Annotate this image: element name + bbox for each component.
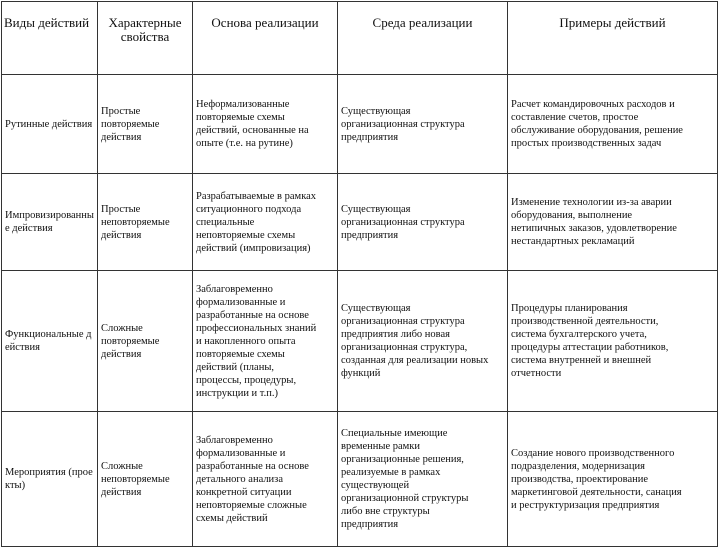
cell-action-type: Мероприятия (проекты) [2, 412, 98, 547]
cell-examples: Расчет командировочных расходов и составление счетов, простое обслуживание оборудования, решение простых производственных задач [508, 75, 718, 174]
cell-examples: Процедуры планирования производственной деятельности, система бухгалтерского учета, процедуры аттестации работников, система внутренней и внешней отчетности [508, 271, 718, 412]
cell-basis: Неформализованные повторяемые схемы действий, основанные на опыте (т.е. на рутине) [193, 75, 338, 174]
cell-environment: Специальные имеющие временные рамки организационные решения, реализуемые в рамках существующей организационной структуры либо вне структуры предприятия [338, 412, 508, 547]
header-properties: Характерные свойства [98, 2, 193, 75]
actions-table [1, 1, 718, 547]
cell-environment: Существующая организационная структура предприятия [338, 174, 508, 271]
cell-basis: Разрабатываемые в рамках ситуационного подхода специальные неповторяемые схемы действий (импровизация) [193, 174, 338, 271]
table-row [2, 75, 718, 174]
cell-environment: Существующая организационная структура предприятия [338, 75, 508, 174]
header-environment: Среда реализации [338, 2, 508, 75]
header-basis: Основа реализации [193, 2, 338, 75]
cell-examples: Создание нового производственного подразделения, модернизация производства, проектирование маркетинговой деятельности, санация и реструктуризация предприятия [508, 412, 718, 547]
cell-basis: Заблаговременно формализованные и разработанные на основе детального анализа конкретной ситуации неповторяемые сложные схемы действий [193, 412, 338, 547]
cell-action-type: Функциональные действия [2, 271, 98, 412]
cell-basis: Заблаговременно формализованные и разработанные на основе профессиональных знаний и накопленного опыта повторяемые схемы действий (планы, процессы, процедуры, инструкции и т.п.) [193, 271, 338, 412]
header-row [2, 2, 718, 75]
cell-properties: Сложные повторяемые действия [98, 271, 193, 412]
cell-examples: Изменение технологии из-за аварии оборудования, выполнение нетипичных заказов, удовлетворение нестандартных рекламаций [508, 174, 718, 271]
table-row [2, 174, 718, 271]
table-row [2, 271, 718, 412]
cell-properties: Сложные неповторяемые действия [98, 412, 193, 547]
cell-action-type: Рутинные действия [2, 75, 98, 174]
cell-properties: Простые повторяемые действия [98, 75, 193, 174]
table-row [2, 412, 718, 547]
cell-properties: Простые неповторяемые действия [98, 174, 193, 271]
header-action-type: Виды действий [2, 2, 98, 75]
cell-environment: Существующая организационная структура предприятия либо новая организационная структура, созданная для реализации новых функций [338, 271, 508, 412]
header-examples: Примеры действий [508, 2, 718, 75]
cell-action-type: Импровизированные действия [2, 174, 98, 271]
